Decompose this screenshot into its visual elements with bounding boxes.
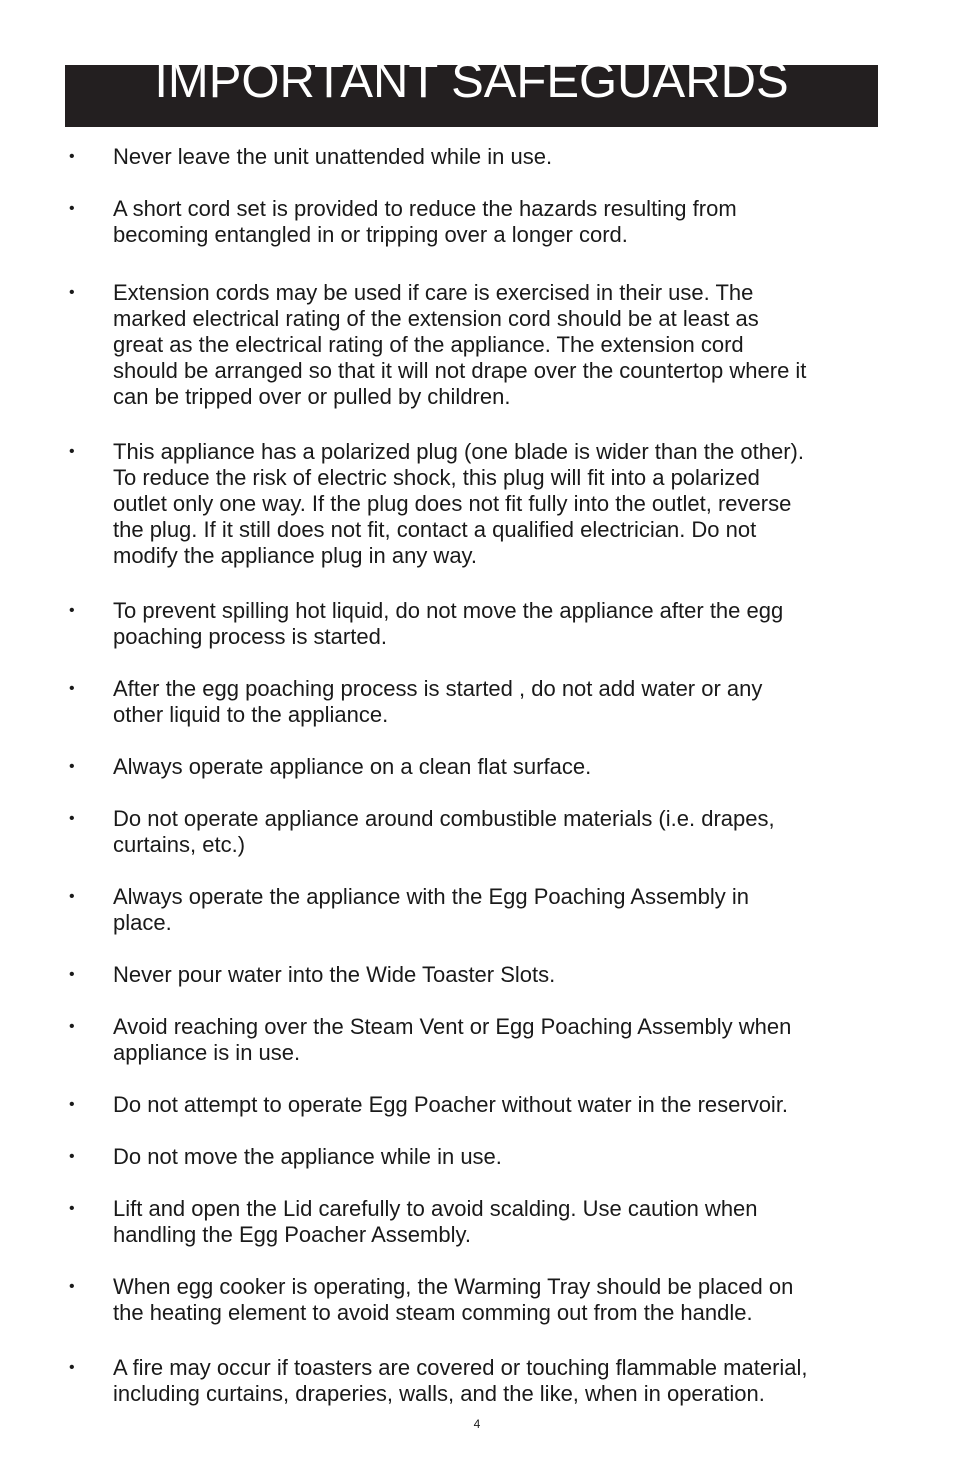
- bullet: •: [69, 1359, 75, 1376]
- list-item-text: Do not operate appliance around combustible materials (i.e. drapes, curtains, etc.): [113, 806, 775, 857]
- list-item-text: To prevent spilling hot liquid, do not move the appliance after the egg poaching process is started.: [113, 598, 784, 649]
- list-item-text: Always operate the appliance with the Egg Poaching Assembly in place.: [113, 884, 749, 935]
- list-item-text: Always operate appliance on a clean flat surface.: [113, 754, 592, 779]
- page-number: 4: [473, 1417, 481, 1431]
- bullet: •: [69, 966, 75, 983]
- list-item-text: Do not attempt to operate Egg Poacher without water in the reservoir.: [113, 1092, 789, 1117]
- bullet: •: [69, 1278, 75, 1295]
- bullet: •: [69, 443, 75, 460]
- bullet: •: [69, 1096, 75, 1113]
- bullet: •: [69, 1148, 75, 1165]
- bullet: •: [69, 810, 75, 827]
- list-item-text: This appliance has a polarized plug (one blade is wider than the other). To reduce the risk of electric shock, this plug will fit into a polarized outlet only one way. If the plug does not fit fully into the outlet, reverse the plug. If it still does not fit, contact a qualified electrician. Do not modify the appliance plug in any way.: [113, 439, 804, 568]
- bullet: •: [69, 200, 75, 217]
- page-title: IMPORTANT SAFEGUARDS: [154, 53, 789, 108]
- list-item-text: Never leave the unit unattended while in use.: [113, 144, 553, 169]
- bullet: •: [69, 284, 75, 301]
- bullet: •: [69, 602, 75, 619]
- bullet: •: [69, 1018, 75, 1035]
- bullet: •: [69, 758, 75, 775]
- list-item-text: Do not move the appliance while in use.: [113, 1144, 502, 1169]
- bullet: •: [69, 680, 75, 697]
- list-item-text: Lift and open the Lid carefully to avoid scalding. Use caution when handling the Egg Poacher Assembly.: [113, 1196, 758, 1247]
- list-item-text: Never pour water into the Wide Toaster Slots.: [113, 962, 556, 987]
- header-bar: [65, 53, 878, 127]
- list-item-text: A fire may occur if toasters are covered or touching flammable material, including curtains, draperies, walls, and the like, when in operation.: [113, 1355, 808, 1406]
- bullet: •: [69, 888, 75, 905]
- list-item-text: A short cord set is provided to reduce the hazards resulting from becoming entangled in or tripping over a longer cord.: [113, 196, 737, 247]
- bullet: •: [69, 148, 75, 165]
- list-item-text: Extension cords may be used if care is exercised in their use. The marked electrical rating of the extension cord should be at least as great as the electrical rating of the appliance. The extension cord should be arranged so that it will not drape over the countertop where it can be tripped over or pulled by children.: [113, 280, 807, 409]
- list-item-text: Avoid reaching over the Steam Vent or Egg Poaching Assembly when appliance is in use.: [113, 1014, 792, 1065]
- list-item-text: After the egg poaching process is started , do not add water or any other liquid to the appliance.: [113, 676, 763, 727]
- bullet: •: [69, 1200, 75, 1217]
- list-item-text: When egg cooker is operating, the Warming Tray should be placed on the heating element to avoid steam comming out from the handle.: [113, 1274, 794, 1325]
